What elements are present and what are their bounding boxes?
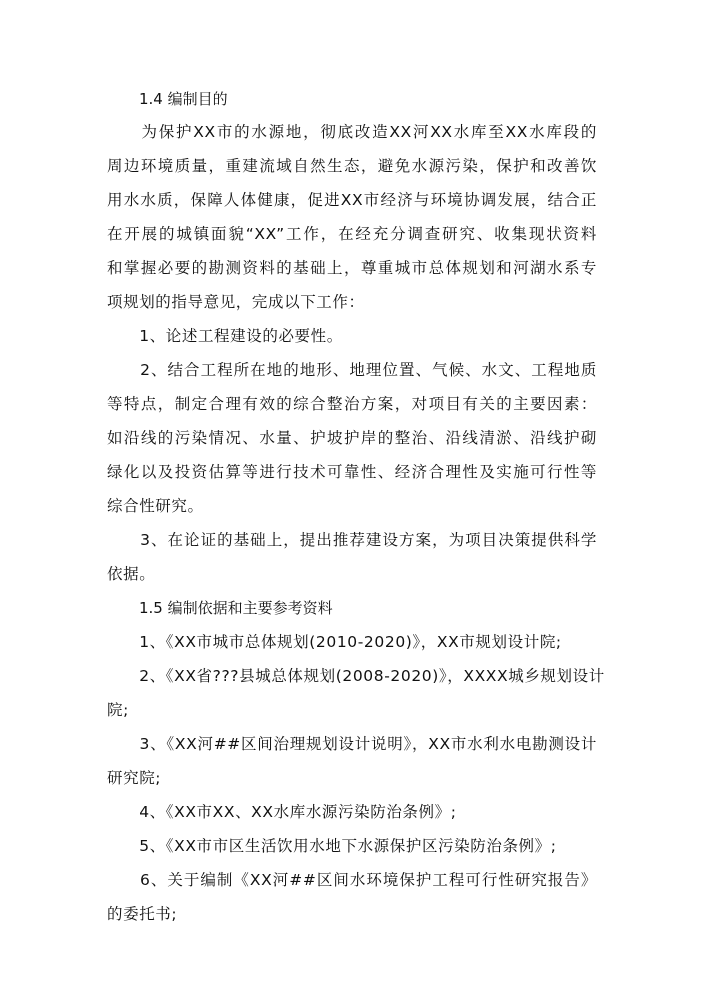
paragraph-line: 院;	[107, 701, 129, 719]
paragraph-line: 在开展的城镇面貌“XX”工作，在经充分调查研究、收集现状资料	[107, 225, 597, 243]
paragraph-line: 绿化以及投资估算等进行技术可靠性、经济合理性及实施可行性等	[107, 463, 597, 481]
paragraph-line: 为保护XX市的水源地，彻底改造XX河XX水库至XX水库段的	[107, 123, 597, 141]
paragraph-line: 的委托书;	[107, 905, 178, 923]
reference-item-5: 5、《XX市市区生活饮用水地下水源保护区污染防治条例》;	[107, 837, 557, 855]
reference-item-4: 4、《XX市XX、XX水库水源污染防治条例》;	[107, 803, 457, 821]
section-heading-1-4: 1.4 编制目的	[139, 90, 228, 108]
paragraph-line: 周边环境质量，重建流域自然生态，避免水源污染，保护和改善饮	[107, 157, 597, 175]
reference-item-6	[107, 867, 597, 927]
paragraph-line: 2、结合工程所在地的地形、地理位置、气候、水文、工程地质	[107, 361, 597, 379]
reference-item-3	[107, 731, 597, 791]
paragraph-line: 综合性研究。	[107, 497, 204, 515]
paragraph-purpose	[107, 119, 597, 315]
paragraph-line: 研究院;	[107, 769, 162, 787]
work-item-3	[107, 527, 597, 587]
paragraph-line: 3、《XX河##区间治理规划设计说明》，XX市水利水电勘测设计	[107, 735, 597, 753]
reference-item-1: 1、《XX市城市总体规划(2010-2020)》，XX市规划设计院;	[107, 633, 562, 651]
paragraph-line: 3、在论证的基础上，提出推荐建设方案，为项目决策提供科学	[107, 531, 597, 549]
paragraph-line: 等特点，制定合理有效的综合整治方案，对项目有关的主要因素：	[107, 395, 597, 413]
work-item-2	[107, 357, 597, 519]
paragraph-line: 和掌握必要的勘测资料的基础上，尊重城市总体规划和河湖水系专	[107, 259, 597, 277]
document-body	[107, 86, 605, 927]
reference-item-2	[107, 663, 605, 723]
section-heading-1-5: 1.5 编制依据和主要参考资料	[139, 599, 333, 617]
work-item-1: 1、论述工程建设的必要性。	[107, 327, 343, 345]
paragraph-line: 用水水质，保障人体健康，促进XX市经济与环境协调发展，结合正	[107, 191, 597, 209]
paragraph-line: 依据。	[107, 565, 156, 583]
paragraph-line: 如沿线的污染情况、水量、护坡护岸的整治、沿线清淤、沿线护砌	[107, 429, 597, 447]
paragraph-line: 2、《XX省???县城总体规划(2008-2020)》，XXXX城乡规划设计	[107, 667, 605, 685]
paragraph-line: 项规划的指导意见，完成以下工作：	[107, 293, 365, 311]
paragraph-line: 6、关于编制《XX河##区间水环境保护工程可行性研究报告》	[107, 871, 597, 889]
